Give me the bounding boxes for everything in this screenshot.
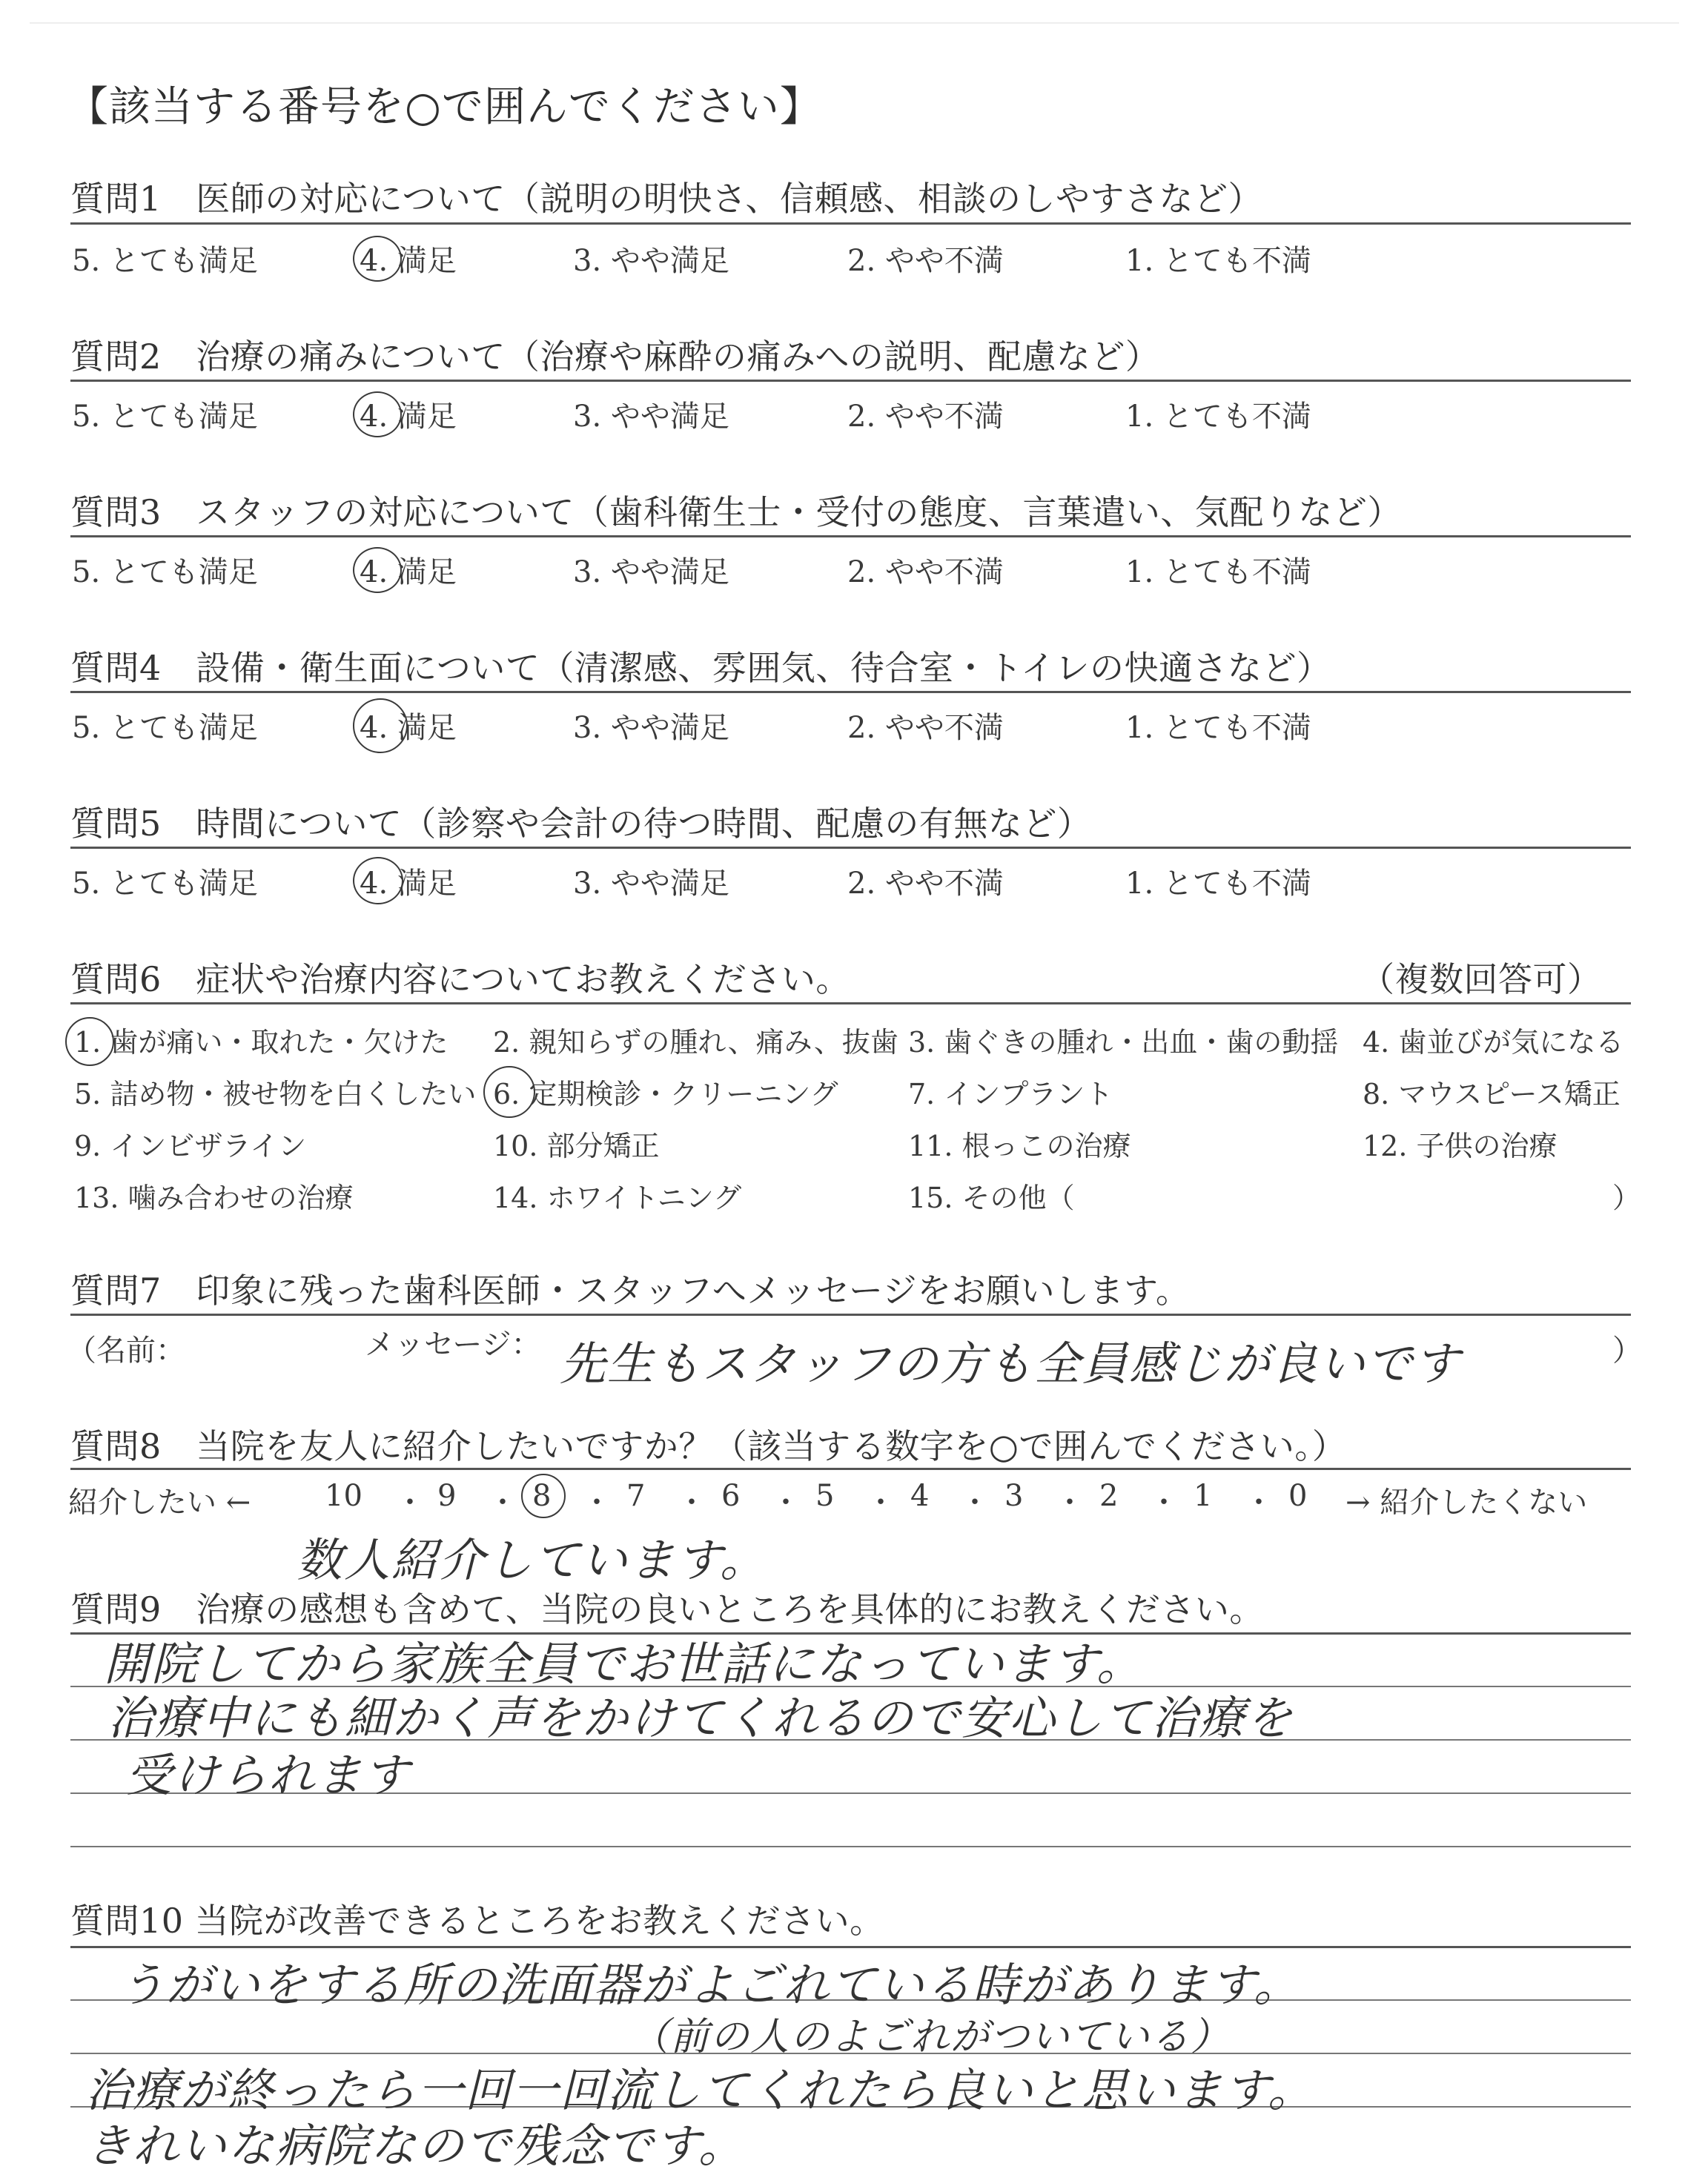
q4-option-4[interactable]: 4. 満足 — [360, 711, 457, 745]
q3-option-3[interactable]: 3. やや満足 — [573, 555, 729, 589]
q2-selection-circle — [353, 391, 402, 437]
question-4-title: 質問4 設備・衛生面について（清潔感、雰囲気、待合室・トイレの快適さなど） — [70, 648, 1331, 688]
q8-dot: ・ — [771, 1486, 801, 1520]
q10-handwritten-line-2: （前の人のよごれがついている） — [630, 2015, 1231, 2059]
q5-selection-circle — [353, 857, 403, 904]
q1-selection-circle — [353, 236, 402, 282]
q9-handwritten-line-3: 受けられます — [126, 1748, 411, 1802]
q6-item-6[interactable]: 6. 定期検診・クリーニング — [493, 1078, 838, 1110]
q8-dot: ・ — [488, 1486, 517, 1520]
q8-handwritten-note: 数人紹介しています。 — [297, 1533, 768, 1587]
q8-right-label: → 紹介したくない — [1345, 1486, 1588, 1520]
q3-option-4[interactable]: 4. 満足 — [360, 555, 457, 589]
q8-scale-5[interactable]: 5 — [815, 1479, 835, 1513]
q8-scale-9[interactable]: 9 — [437, 1479, 457, 1513]
q10-handwritten-line-1: うがいをする所の洗面器がよごれている時があります。 — [119, 1958, 1302, 2012]
q8-scale-7[interactable]: 7 — [626, 1479, 646, 1513]
q6-selection-circle-1 — [65, 1017, 114, 1066]
q8-scale-2[interactable]: 2 — [1099, 1479, 1119, 1513]
page-heading: 【該当する番号を○で囲んでください】 — [67, 83, 822, 131]
q10-handwritten-line-4: きれいな病院なので残念です。 — [85, 2119, 747, 2173]
question-8-title: 質問8 当院を友人に紹介したいですか？（該当する数字を○で囲んでください。） — [70, 1426, 1347, 1466]
question-6-note: （複数回答可） — [1360, 959, 1602, 999]
q6-item-7[interactable]: 7. インプラント — [908, 1078, 1113, 1110]
q8-dot: ・ — [960, 1486, 990, 1520]
question-2-title: 質問2 治療の痛みについて（治療や麻酔の痛みへの説明、配慮など） — [70, 337, 1160, 377]
question-3-rule — [70, 535, 1631, 537]
question-7-title: 質問7 印象に残った歯科医師・スタッフへメッセージをお願いします。 — [70, 1271, 1191, 1311]
q8-dot: ・ — [395, 1486, 425, 1520]
q8-scale-4[interactable]: 4 — [910, 1479, 930, 1513]
question-2-rule — [70, 380, 1631, 382]
q8-dot: ・ — [582, 1486, 612, 1520]
q3-option-5[interactable]: 5. とても満足 — [72, 555, 258, 589]
q8-scale-1[interactable]: 1 — [1194, 1479, 1213, 1513]
q2-option-1[interactable]: 1. とても不満 — [1125, 400, 1311, 434]
q6-item-12[interactable]: 12. 子供の治療 — [1363, 1130, 1558, 1162]
q5-option-3[interactable]: 3. やや満足 — [573, 867, 729, 901]
question-4-rule — [70, 691, 1631, 693]
q6-item-3[interactable]: 3. 歯ぐきの腫れ・出血・歯の動揺 — [908, 1026, 1339, 1059]
q6-item-5[interactable]: 5. 詰め物・被せ物を白くしたい — [74, 1078, 477, 1110]
q1-option-4[interactable]: 4. 満足 — [360, 244, 457, 278]
q5-option-4[interactable]: 4. 満足 — [360, 867, 457, 901]
q3-selection-circle — [353, 547, 402, 593]
question-1-title: 質問1 医師の対応について（説明の明快さ、信頼感、相談のしやすさなど） — [70, 179, 1263, 219]
q2-option-5[interactable]: 5. とても満足 — [72, 400, 258, 434]
q9-handwritten-line-2: 治療中にも細かく声をかけてくれるので安心して治療を — [107, 1691, 1294, 1745]
q4-option-2[interactable]: 2. やや不満 — [847, 711, 1004, 745]
q6-item-15[interactable]: 15. その他（ — [908, 1182, 1075, 1214]
q2-option-2[interactable]: 2. やや不満 — [847, 400, 1004, 434]
question-6-title: 質問6 症状や治療内容についてお教えください。 — [70, 959, 850, 999]
question-3-title: 質問3 スタッフの対応について（歯科衛生士・受付の態度、言葉遣い、気配りなど） — [70, 492, 1402, 532]
q6-item-1[interactable]: 1. 歯が痛い・取れた・欠けた — [74, 1026, 448, 1059]
q8-dot: ・ — [866, 1486, 896, 1520]
q1-option-2[interactable]: 2. やや不満 — [847, 244, 1004, 278]
q8-dot: ・ — [1244, 1486, 1274, 1520]
q7-message-label: メッセージ： — [365, 1328, 541, 1362]
q8-selection-circle — [521, 1474, 566, 1518]
q6-item-14[interactable]: 14. ホワイトニング — [493, 1182, 742, 1214]
q5-option-2[interactable]: 2. やや不満 — [847, 867, 1004, 901]
question-1-rule — [70, 222, 1631, 225]
q10-handwritten-line-3: 治療が終ったら一回一回流してくれたら良いと思います。 — [85, 2063, 1316, 2117]
q3-option-1[interactable]: 1. とても不満 — [1125, 555, 1311, 589]
q6-item-4[interactable]: 4. 歯並びが気になる — [1363, 1026, 1624, 1059]
q2-option-3[interactable]: 3. やや満足 — [573, 400, 729, 434]
q6-item-10[interactable]: 10. 部分矯正 — [493, 1130, 660, 1162]
question-7-rule — [70, 1314, 1631, 1316]
q6-item-13[interactable]: 13. 噛み合わせの治療 — [74, 1182, 354, 1214]
q8-scale-6[interactable]: 6 — [721, 1479, 741, 1513]
q8-dot: ・ — [1055, 1486, 1085, 1520]
q4-option-3[interactable]: 3. やや満足 — [573, 711, 729, 745]
q7-close-paren: ） — [1612, 1334, 1642, 1368]
question-9-title: 質問9 治療の感想も含めて、当院の良いところを具体的にお教えください。 — [70, 1589, 1264, 1629]
q8-scale-3[interactable]: 3 — [1004, 1479, 1024, 1513]
q5-option-1[interactable]: 1. とても不満 — [1125, 867, 1311, 901]
q1-option-1[interactable]: 1. とても不満 — [1125, 244, 1311, 278]
q6-item-2[interactable]: 2. 親知らずの腫れ、痛み、抜歯 — [493, 1026, 898, 1059]
q8-left-label: 紹介したい ← — [68, 1486, 251, 1520]
q7-name-label: （名前： — [67, 1334, 185, 1368]
question-6-rule — [70, 1002, 1631, 1004]
q7-handwritten-message: 先生もスタッフの方も全員感じが良いです — [560, 1337, 1462, 1391]
q6-item-11[interactable]: 11. 根っこの治療 — [908, 1130, 1131, 1162]
top-edge-line — [30, 22, 1679, 24]
q4-selection-circle — [353, 698, 408, 753]
q9-answer-line — [70, 1846, 1631, 1847]
q8-scale-0[interactable]: 0 — [1288, 1479, 1308, 1513]
q6-other-close-paren: ） — [1612, 1182, 1641, 1214]
q4-option-1[interactable]: 1. とても不満 — [1125, 711, 1311, 745]
q8-scale-8[interactable]: 8 — [532, 1479, 552, 1513]
question-8-rule — [70, 1468, 1631, 1470]
q6-item-9[interactable]: 9. インビザライン — [74, 1130, 307, 1162]
q8-dot: ・ — [677, 1486, 706, 1520]
q1-option-5[interactable]: 5. とても満足 — [72, 244, 258, 278]
q8-dot: ・ — [1149, 1486, 1179, 1520]
q2-option-4[interactable]: 4. 満足 — [360, 400, 457, 434]
q6-item-8[interactable]: 8. マウスピース矯正 — [1363, 1078, 1621, 1110]
question-5-title: 質問5 時間について（診察や会計の待つ時間、配慮の有無など） — [70, 804, 1092, 844]
q8-scale-10[interactable]: 10 — [325, 1479, 363, 1513]
question-5-rule — [70, 847, 1631, 849]
q4-option-5[interactable]: 5. とても満足 — [72, 711, 258, 745]
q6-selection-circle-6 — [483, 1066, 535, 1118]
q3-option-2[interactable]: 2. やや不満 — [847, 555, 1004, 589]
q5-option-5[interactable]: 5. とても満足 — [72, 867, 258, 901]
q1-option-3[interactable]: 3. やや満足 — [573, 244, 729, 278]
q9-handwritten-line-1: 開院してから家族全員でお世話になっています。 — [104, 1637, 1145, 1691]
question-10-title: 質問10 当院が改善できるところをお教えください。 — [70, 1901, 884, 1941]
